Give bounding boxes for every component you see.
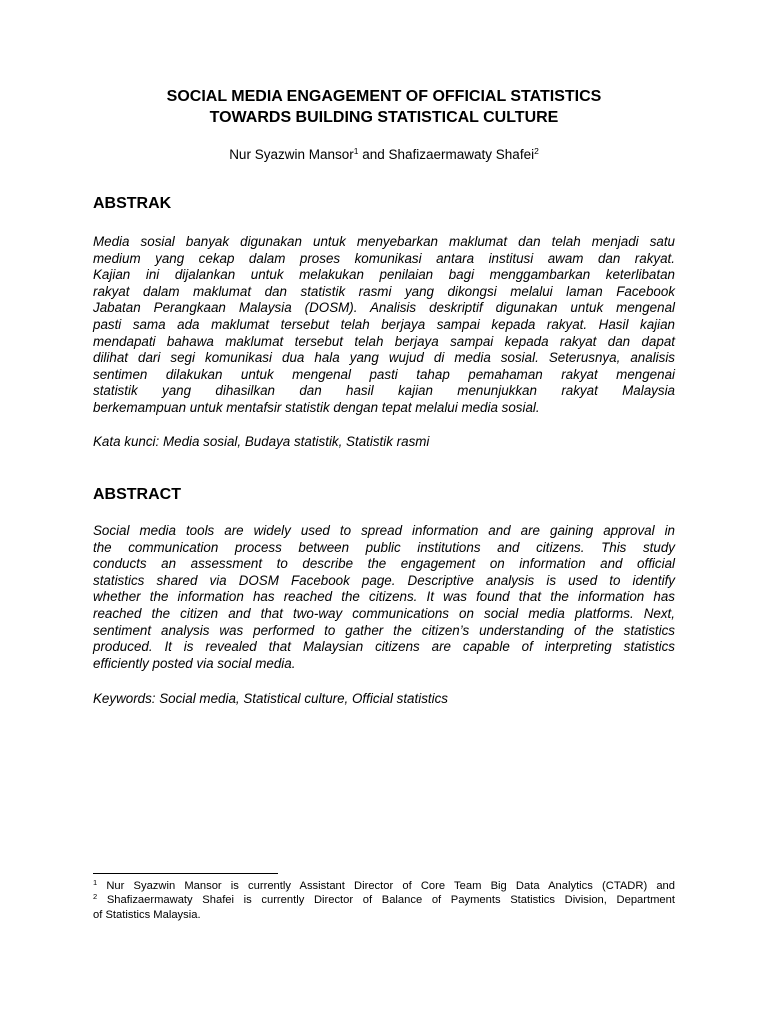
abstract-keywords: Keywords: Social media, Statistical culture, Official statistics: [93, 691, 448, 706]
footnote-1-text: Nur Syazwin Mansor is currently Assistant Director of Core Team Big Data Analytics (CTADR) and: [97, 880, 675, 892]
footnote-2-continuation: of Statistics Malaysia.: [93, 908, 201, 921]
abstrak-line: Media sosial banyak digunakan untuk menyebarkan maklumat dan telah menjadi satu: [93, 234, 675, 249]
abstrak-keywords: Kata kunci: Media sosial, Budaya statistik, Statistik rasmi: [93, 434, 430, 449]
abstract-line: sentiment analysis was performed to gather the citizen’s understanding of the statistics: [93, 622, 675, 638]
paper-title-line-1: SOCIAL MEDIA ENGAGEMENT OF OFFICIAL STATISTICS: [166, 88, 602, 105]
abstrak-line: dilihat dari segi komunikasi dua hala yang wujud di media sosial. Seterusnya, analisis: [93, 350, 675, 366]
author-1-name: Nur Syazwin Mansor: [229, 147, 354, 162]
footnote-2-text: Shafizaermawaty Shafei is currently Director of Balance of Payments Statistics Division, Department: [97, 894, 675, 907]
abstrak-paragraph: [93, 234, 675, 417]
footnotes: [93, 879, 675, 922]
footnote-2: [93, 893, 675, 907]
abstrak-line: medium yang cekap dalam proses komunikasi antara institusi awam dan rakyat.: [93, 250, 675, 266]
abstrak-line: mendapati bahawa maklumat tersebut telah berjaya sampai kepada rakyat dan dapat: [93, 333, 675, 349]
author-1-footnote-mark: 1: [353, 146, 359, 156]
abstrak-line: sentimen dilakukan untuk mengenal pasti tahap pemahaman rakyat mengenai: [93, 366, 675, 382]
paper-title: [93, 86, 675, 128]
abstrak-line: rakyat dalam maklumat dan statistik rasmi yang dikongsi melalui laman Facebook: [93, 283, 675, 299]
author-2-footnote-mark: 2: [534, 146, 539, 156]
abstract-line: produced. It is revealed that Malaysian citizens are capable of interpreting statistics: [93, 639, 675, 655]
paper-title-line-2: TOWARDS BUILDING STATISTICAL CULTURE: [209, 109, 559, 126]
abstract-paragraph: [93, 523, 675, 672]
footnote-separator: [93, 873, 278, 874]
abstrak-line: berkemampuan untuk mentafsir statistik dengan tepat melalui media sosial.: [93, 399, 540, 415]
abstrak-line: Jabatan Perangkaan Malaysia (DOSM). Analisis deskriptif digunakan untuk mengenal: [93, 300, 675, 316]
author-2-name: Shafizaermawaty Shafei: [388, 147, 535, 162]
author-conjunction: and: [358, 147, 389, 162]
author-line: [93, 146, 675, 164]
abstract-line: conducts an assessment to describe the engagement on information and official: [93, 556, 675, 572]
footnote-1-mark: 1: [93, 878, 98, 887]
abstrak-line: Kajian ini dijalankan untuk melakukan penilaian bagi menggambarkan keterlibatan: [93, 267, 675, 283]
abstract-line: statistics shared via DOSM Facebook page. Descriptive analysis is used to identify: [93, 572, 675, 588]
abstract-line: efficiently posted via social media.: [93, 655, 296, 671]
abstrak-heading: ABSTRAK: [93, 195, 172, 212]
abstract-line: Social media tools are widely used to spread information and are gaining approval in: [93, 523, 675, 538]
abstrak-line: pasti sama ada maklumat tersebut telah berjaya sampai kepada rakyat. Hasil kajian: [93, 316, 675, 332]
footnote-1: [93, 879, 675, 893]
abstract-heading: ABSTRACT: [93, 486, 181, 503]
abstract-line: whether the information has reached the citizens. It was found that the information has: [93, 589, 675, 605]
footnote-2-mark: 2: [93, 892, 98, 902]
abstract-line: the communication process between public institutions and citizens. This study: [93, 539, 675, 555]
abstract-line: reached the citizen and that two-way communications on social media platforms. Next,: [93, 605, 675, 621]
abstrak-line: statistik yang dihasilkan dan hasil kajian menunjukkan rakyat Malaysia: [93, 383, 675, 399]
